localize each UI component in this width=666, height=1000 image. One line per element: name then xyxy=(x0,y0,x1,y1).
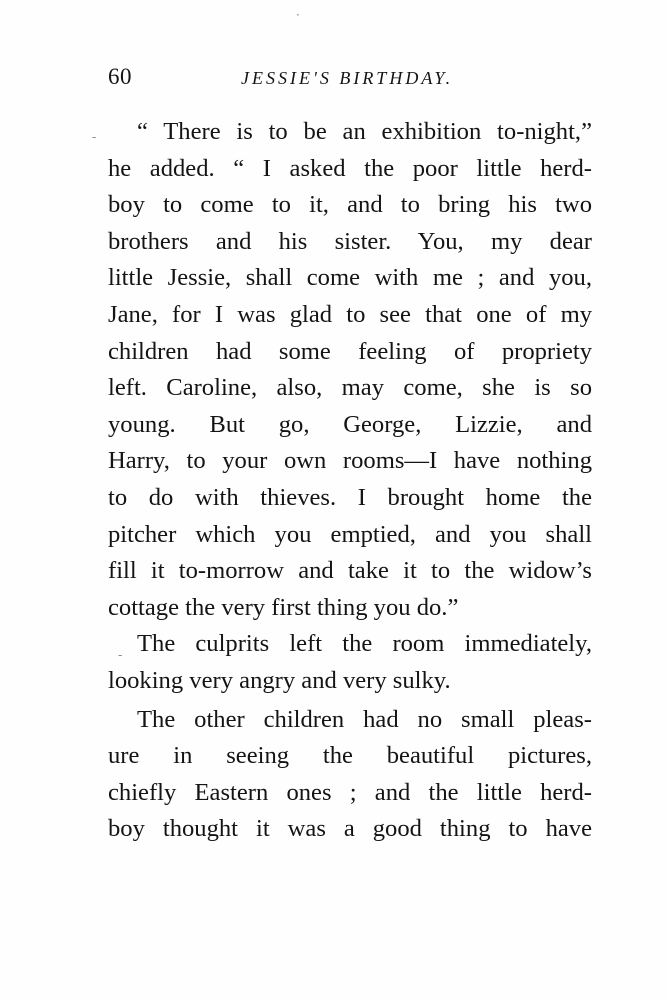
paragraph xyxy=(108,114,592,626)
text-line: “ There is to be an exhibition to-night,” xyxy=(137,118,592,145)
text-line: chiefly Eastern ones ; and the little herd- xyxy=(108,778,592,806)
paragraph xyxy=(108,626,592,699)
text-line: ure in seeing the beautiful pictures, xyxy=(108,742,592,770)
paragraph xyxy=(108,702,592,848)
text-line: Harry, to your own rooms—I have nothing xyxy=(108,447,592,475)
text-line: The other children had no small pleas- xyxy=(137,705,592,733)
text-line: looking very angry and very sulky. xyxy=(108,666,451,694)
body-text xyxy=(108,114,592,848)
print-speck: - xyxy=(92,130,97,144)
text-line: Jane, for I was glad to see that one of my xyxy=(108,300,592,328)
page-header xyxy=(108,64,592,94)
text-line: brothers and his sister. You, my dear xyxy=(108,227,592,255)
print-speck: · xyxy=(296,8,300,22)
text-line: children had some feeling of propriety xyxy=(108,337,592,365)
text-line: left. Caroline, also, may come, she is so xyxy=(108,374,592,402)
text-line: he added. “ I asked the poor little herd- xyxy=(108,154,592,182)
text-line: pitcher which you emptied, and you shall xyxy=(108,520,592,548)
text-line: to do with thieves. I brought home the xyxy=(108,483,592,511)
text-line: young. But go, George, Lizzie, and xyxy=(108,410,592,438)
text-line: little Jessie, shall come with me ; and you, xyxy=(108,264,592,292)
print-speck: - xyxy=(118,648,123,662)
text-line: boy to come to it, and to bring his two xyxy=(108,191,592,219)
text-line: fill it to-morrow and take it to the widow’s xyxy=(108,557,592,585)
text-line: boy thought it was a good thing to have xyxy=(108,815,592,843)
text-line: The culprits left the room immediately, xyxy=(137,630,592,658)
page-number: 60 xyxy=(108,64,132,89)
text-line: cottage the very first thing you do.” xyxy=(108,593,459,621)
running-head: JESSIE'S BIRTHDAY. xyxy=(241,68,454,88)
